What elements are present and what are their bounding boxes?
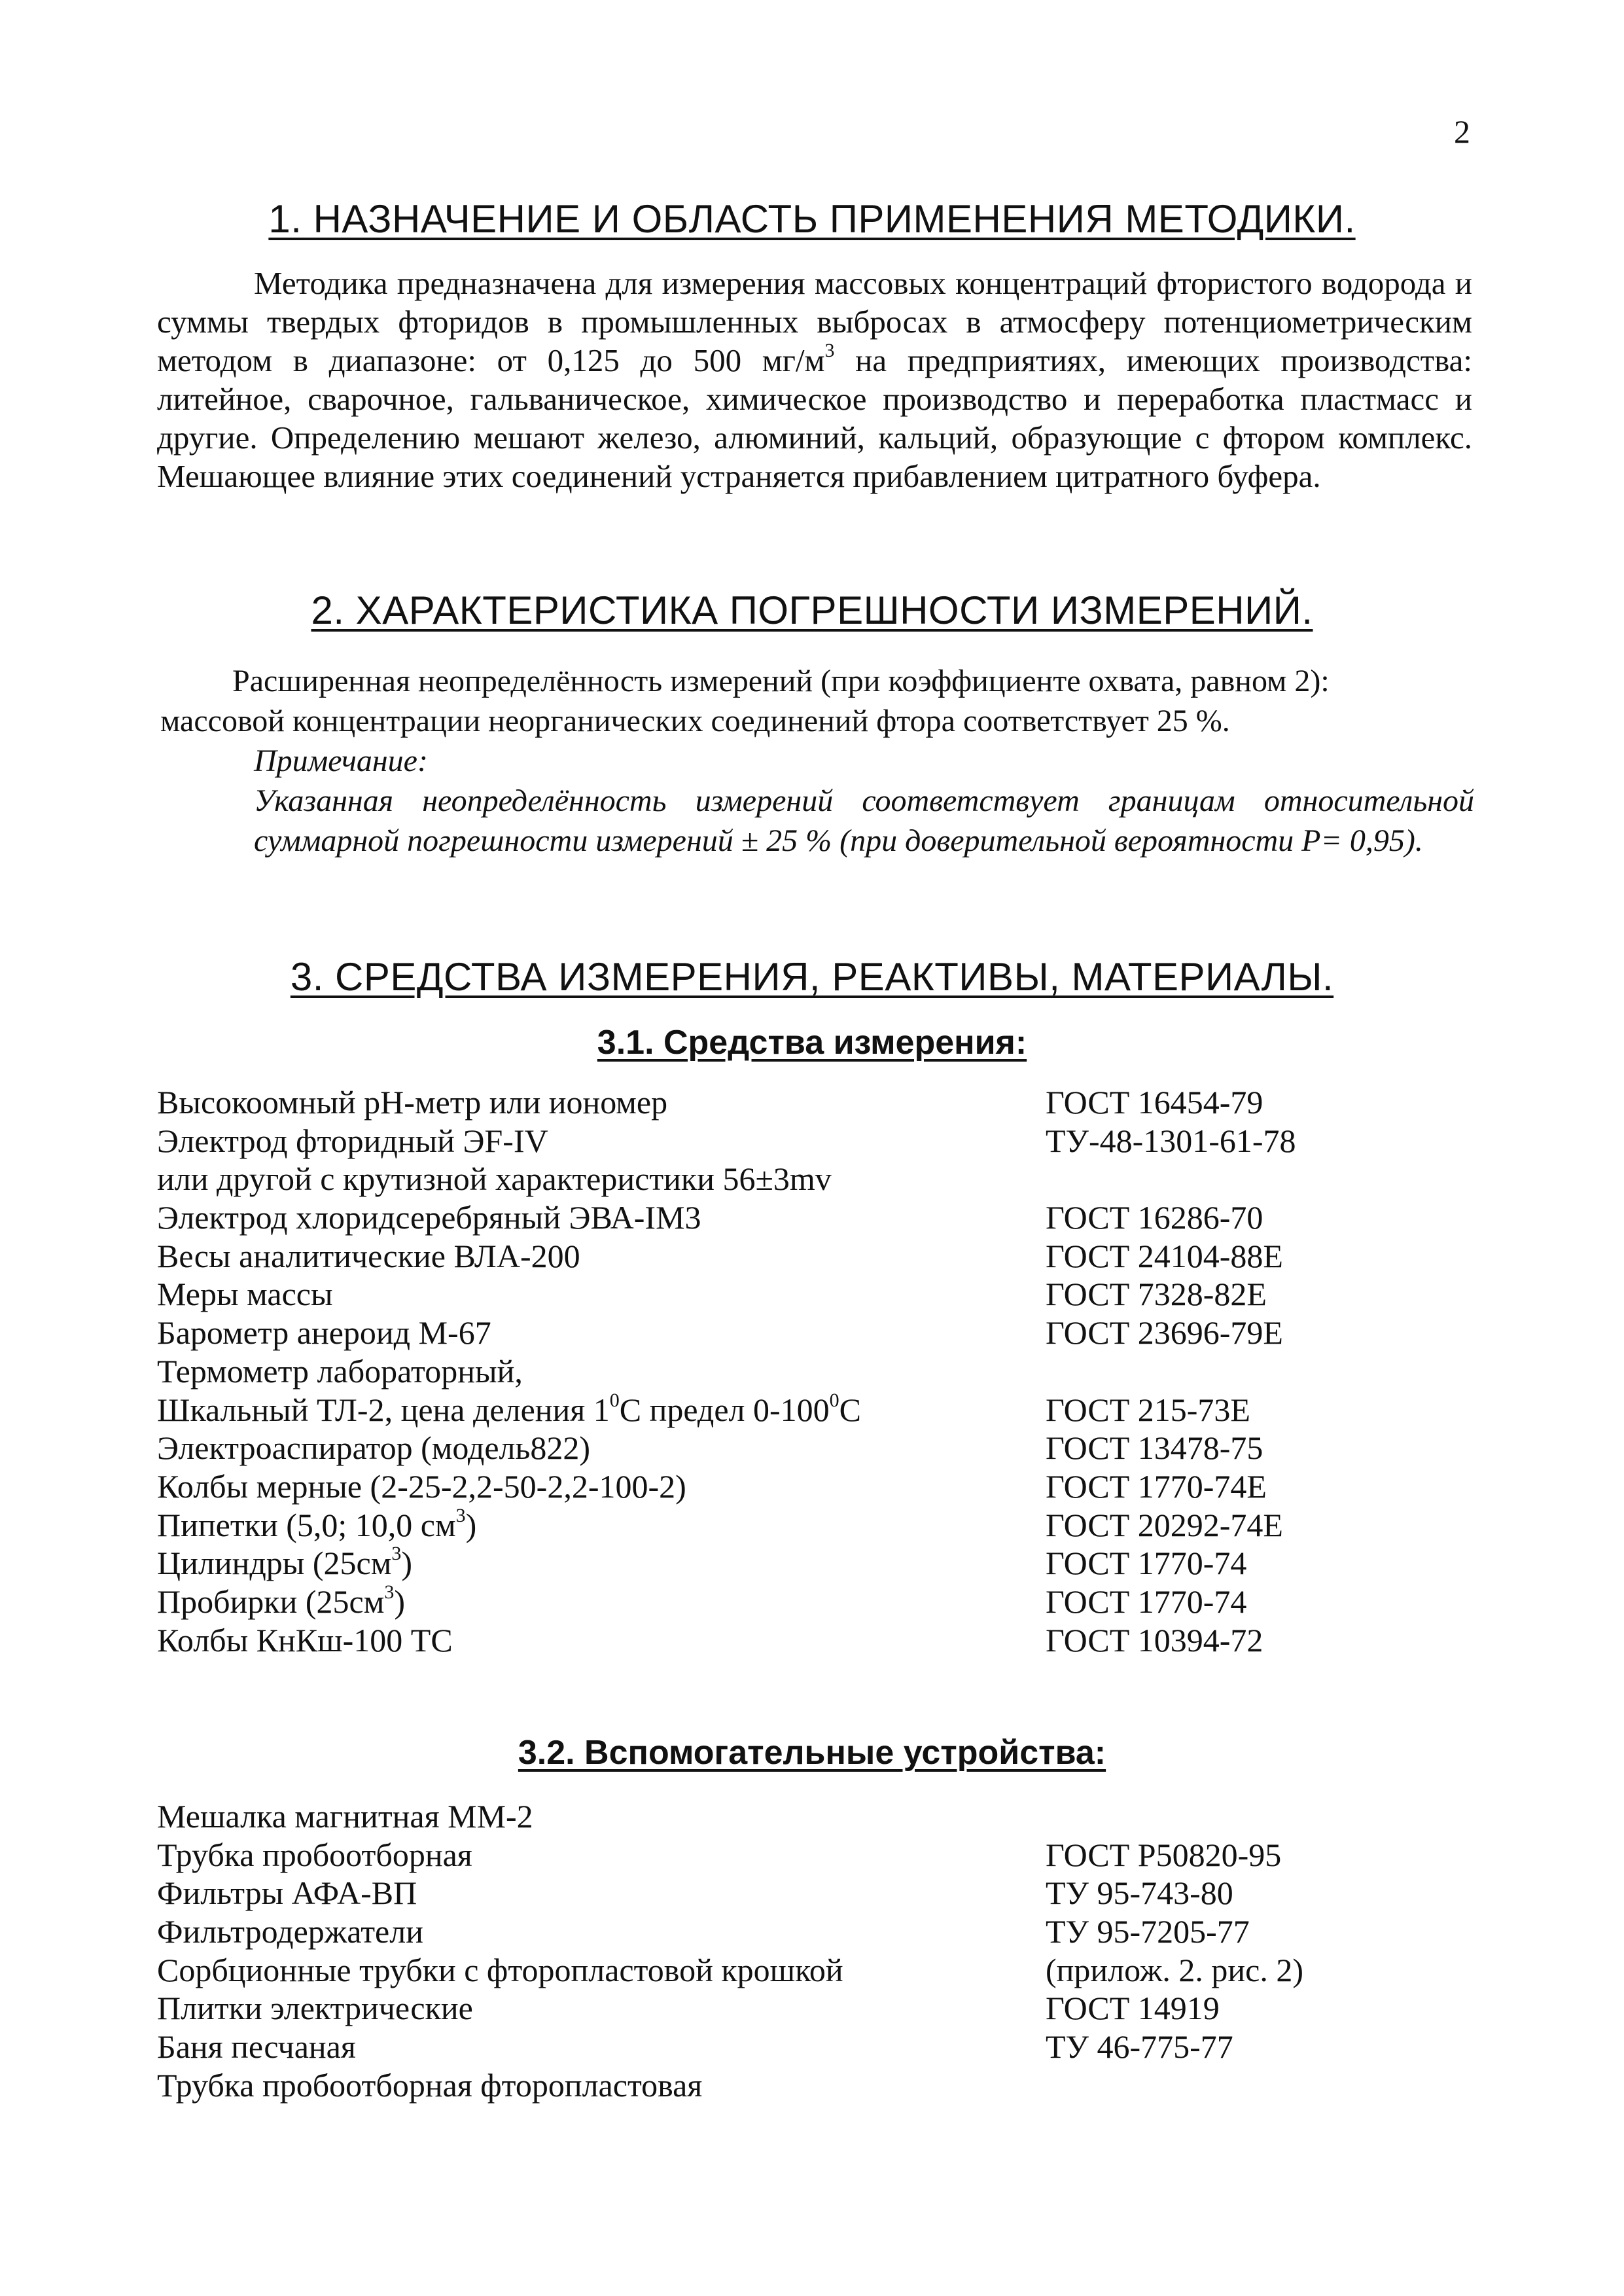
item-standard: ГОСТ 20292-74Е <box>1046 1506 1283 1543</box>
item-name: Электрод хлоридсеребряный ЭВА-IМ3 <box>157 1199 701 1236</box>
list-item <box>157 1951 1466 1990</box>
item-name-part: ) <box>401 1545 413 1582</box>
section-1-text-part2: на предприятиях, имеющих производства: литейное, сварочное, гальваническое, химическое производство и переработка пластмасс и другие. Определению мешают железо, алюминий, кальций, образующие с фтором комплекс. Мешающее влияние этих соединений устраняется прибавлением цитратного буфера. <box>157 342 1473 494</box>
note-block <box>254 741 1474 861</box>
list-item <box>157 1122 1466 1160</box>
item-name: Колбы мерные (2-25-2,2-50-2,2-100-2) <box>157 1467 686 1505</box>
item-name: Меры массы <box>157 1276 333 1313</box>
auxiliary-devices-list <box>157 1797 1466 2105</box>
list-item <box>157 1391 1466 1429</box>
item-standard: ТУ 46-775-77 <box>1046 2028 1233 2066</box>
item-standard: ТУ 95-7205-77 <box>1046 1913 1250 1950</box>
item-name: Фильтродержатели <box>157 1913 423 1950</box>
list-item <box>157 1275 1466 1314</box>
item-standard: ГОСТ 14919 <box>1046 1990 1220 2027</box>
item-name: Плитки электрические <box>157 1990 473 2027</box>
list-item <box>157 1429 1466 1467</box>
list-item <box>157 1797 1466 1836</box>
item-name: Трубка пробоотборная фторопластовая <box>157 2066 703 2104</box>
item-name: Электроаспиратор (модель822) <box>157 1429 590 1467</box>
degree-superscript: 0 <box>829 1389 839 1411</box>
uncertainty-statement <box>160 661 1475 741</box>
list-item <box>157 1912 1466 1951</box>
list-item <box>157 1621 1466 1660</box>
list-item <box>157 1544 1466 1583</box>
item-name: Высокоомный pH-метр или иономер <box>157 1084 668 1121</box>
item-standard: ГОСТ 1770-74 <box>1046 1583 1247 1620</box>
section-1-title: 1. НАЗНАЧЕНИЕ И ОБЛАСТЬ ПРИМЕНЕНИЯ МЕТОДИКИ. <box>268 197 1356 241</box>
section-2-title: 2. ХАРАКТЕРИСТИКА ПОГРЕШНОСТИ ИЗМЕРЕНИЙ. <box>311 588 1313 632</box>
item-standard: ГОСТ 7328-82Е <box>1046 1276 1267 1313</box>
list-item <box>157 1583 1466 1621</box>
item-name-part: С предел 0-100 <box>619 1391 830 1428</box>
item-standard: ГОСТ 24104-88Е <box>1046 1237 1283 1274</box>
list-item <box>157 1314 1466 1352</box>
item-name-part: Пипетки (5,0; 10,0 см <box>157 1506 456 1543</box>
item-name: Весы аналитические ВЛА-200 <box>157 1237 580 1274</box>
list-item <box>157 1160 1466 1198</box>
unit-superscript: 3 <box>384 1581 395 1603</box>
list-item <box>157 1506 1466 1545</box>
uncertainty-line-1: Расширенная неопределённость измерений (при коэффициенте охвата, равном 2): <box>232 664 1330 698</box>
list-item <box>157 1083 1466 1122</box>
list-item <box>157 1874 1466 1912</box>
item-name: Баня песчаная <box>157 2028 356 2066</box>
item-name: Электрод фторидный ЭF-IV <box>157 1122 548 1159</box>
item-standard: ГОСТ 23696-79Е <box>1046 1314 1283 1352</box>
item-name-part: ) <box>465 1506 477 1543</box>
item-name-part: Цилиндры (25см <box>157 1545 392 1582</box>
item-standard: (прилож. 2. рис. 2) <box>1046 1951 1304 1988</box>
item-standard: ГОСТ 16454-79 <box>1046 1084 1263 1121</box>
item-standard: ТУ-48-1301-61-78 <box>1046 1122 1296 1159</box>
item-name-part: С <box>839 1391 862 1428</box>
item-name: или другой с крутизной характеристики 56±3mv <box>157 1160 832 1198</box>
section-3-title: 3. СРЕДСТВА ИЗМЕРЕНИЯ, РЕАКТИВЫ, МАТЕРИАЛЫ. <box>290 955 1334 999</box>
measurement-instruments-list <box>157 1083 1466 1659</box>
unit-superscript: 3 <box>391 1543 402 1565</box>
item-name <box>157 1391 861 1429</box>
uncertainty-line-2: массовой концентрации неорганических соединений фтора соответствует 25 %. <box>160 704 1230 738</box>
subsection-3-1-title: 3.1. Средства измерения: <box>597 1024 1027 1062</box>
unit-superscript: 3 <box>455 1504 466 1526</box>
list-item <box>157 1989 1466 2028</box>
item-name <box>157 1583 405 1621</box>
list-item <box>157 1352 1466 1391</box>
item-name <box>157 1506 476 1544</box>
item-standard: ГОСТ 215-73Е <box>1046 1391 1250 1428</box>
item-standard: ГОСТ 10394-72 <box>1046 1621 1263 1659</box>
item-name: Сорбционные трубки с фторопластовой крошкой <box>157 1951 843 1988</box>
item-name: Мешалка магнитная ММ-2 <box>157 1798 533 1835</box>
item-standard: ГОСТ Р50820-95 <box>1046 1836 1282 1873</box>
section-1-text-part1: Методика предназначена для измерения массовых концентраций фтористого водорода и суммы твердых фторидов в промышленных выбросах в атмосферу потенциометрическим методом в диапазоне: от 0,125 до 500 мг/м <box>157 265 1472 378</box>
item-standard: ГОСТ 1770-74Е <box>1046 1467 1267 1505</box>
item-name <box>157 1544 412 1582</box>
note-text: Указанная неопределённость измерений соответствует границам относительной суммарной погрешности измерений ± 25 % (при доверительной вероятности P= 0,95). <box>254 783 1474 858</box>
degree-superscript: 0 <box>609 1389 620 1411</box>
section-1-text <box>157 264 1472 495</box>
note-label: Примечание: <box>254 744 428 778</box>
item-name-part: ) <box>394 1583 405 1620</box>
list-item <box>157 2066 1466 2105</box>
item-name: Фильтры АФА-ВП <box>157 1874 417 1912</box>
item-name-part: Пробирки (25см <box>157 1583 385 1620</box>
item-name: Термометр лабораторный, <box>157 1352 523 1390</box>
list-item <box>157 1198 1466 1237</box>
item-standard: ТУ 95-743-80 <box>1046 1874 1233 1912</box>
item-name: Колбы КнКш-100 ТС <box>157 1621 453 1659</box>
item-name: Трубка пробоотборная <box>157 1836 472 1873</box>
list-item <box>157 1237 1466 1276</box>
list-item <box>157 2028 1466 2066</box>
list-item <box>157 1836 1466 1874</box>
subsection-3-2-title: 3.2. Вспомогательные устройства: <box>518 1734 1106 1772</box>
item-name-part: Шкальный ТЛ-2, цена деления 1 <box>157 1391 610 1428</box>
list-item <box>157 1467 1466 1506</box>
item-standard: ГОСТ 16286-70 <box>1046 1199 1263 1236</box>
item-standard: ГОСТ 1770-74 <box>1046 1545 1247 1582</box>
page-number: 2 <box>1454 113 1470 150</box>
section-1-text-sup: 3 <box>824 340 835 361</box>
item-standard: ГОСТ 13478-75 <box>1046 1429 1263 1467</box>
item-name: Барометр анероид М-67 <box>157 1314 491 1352</box>
